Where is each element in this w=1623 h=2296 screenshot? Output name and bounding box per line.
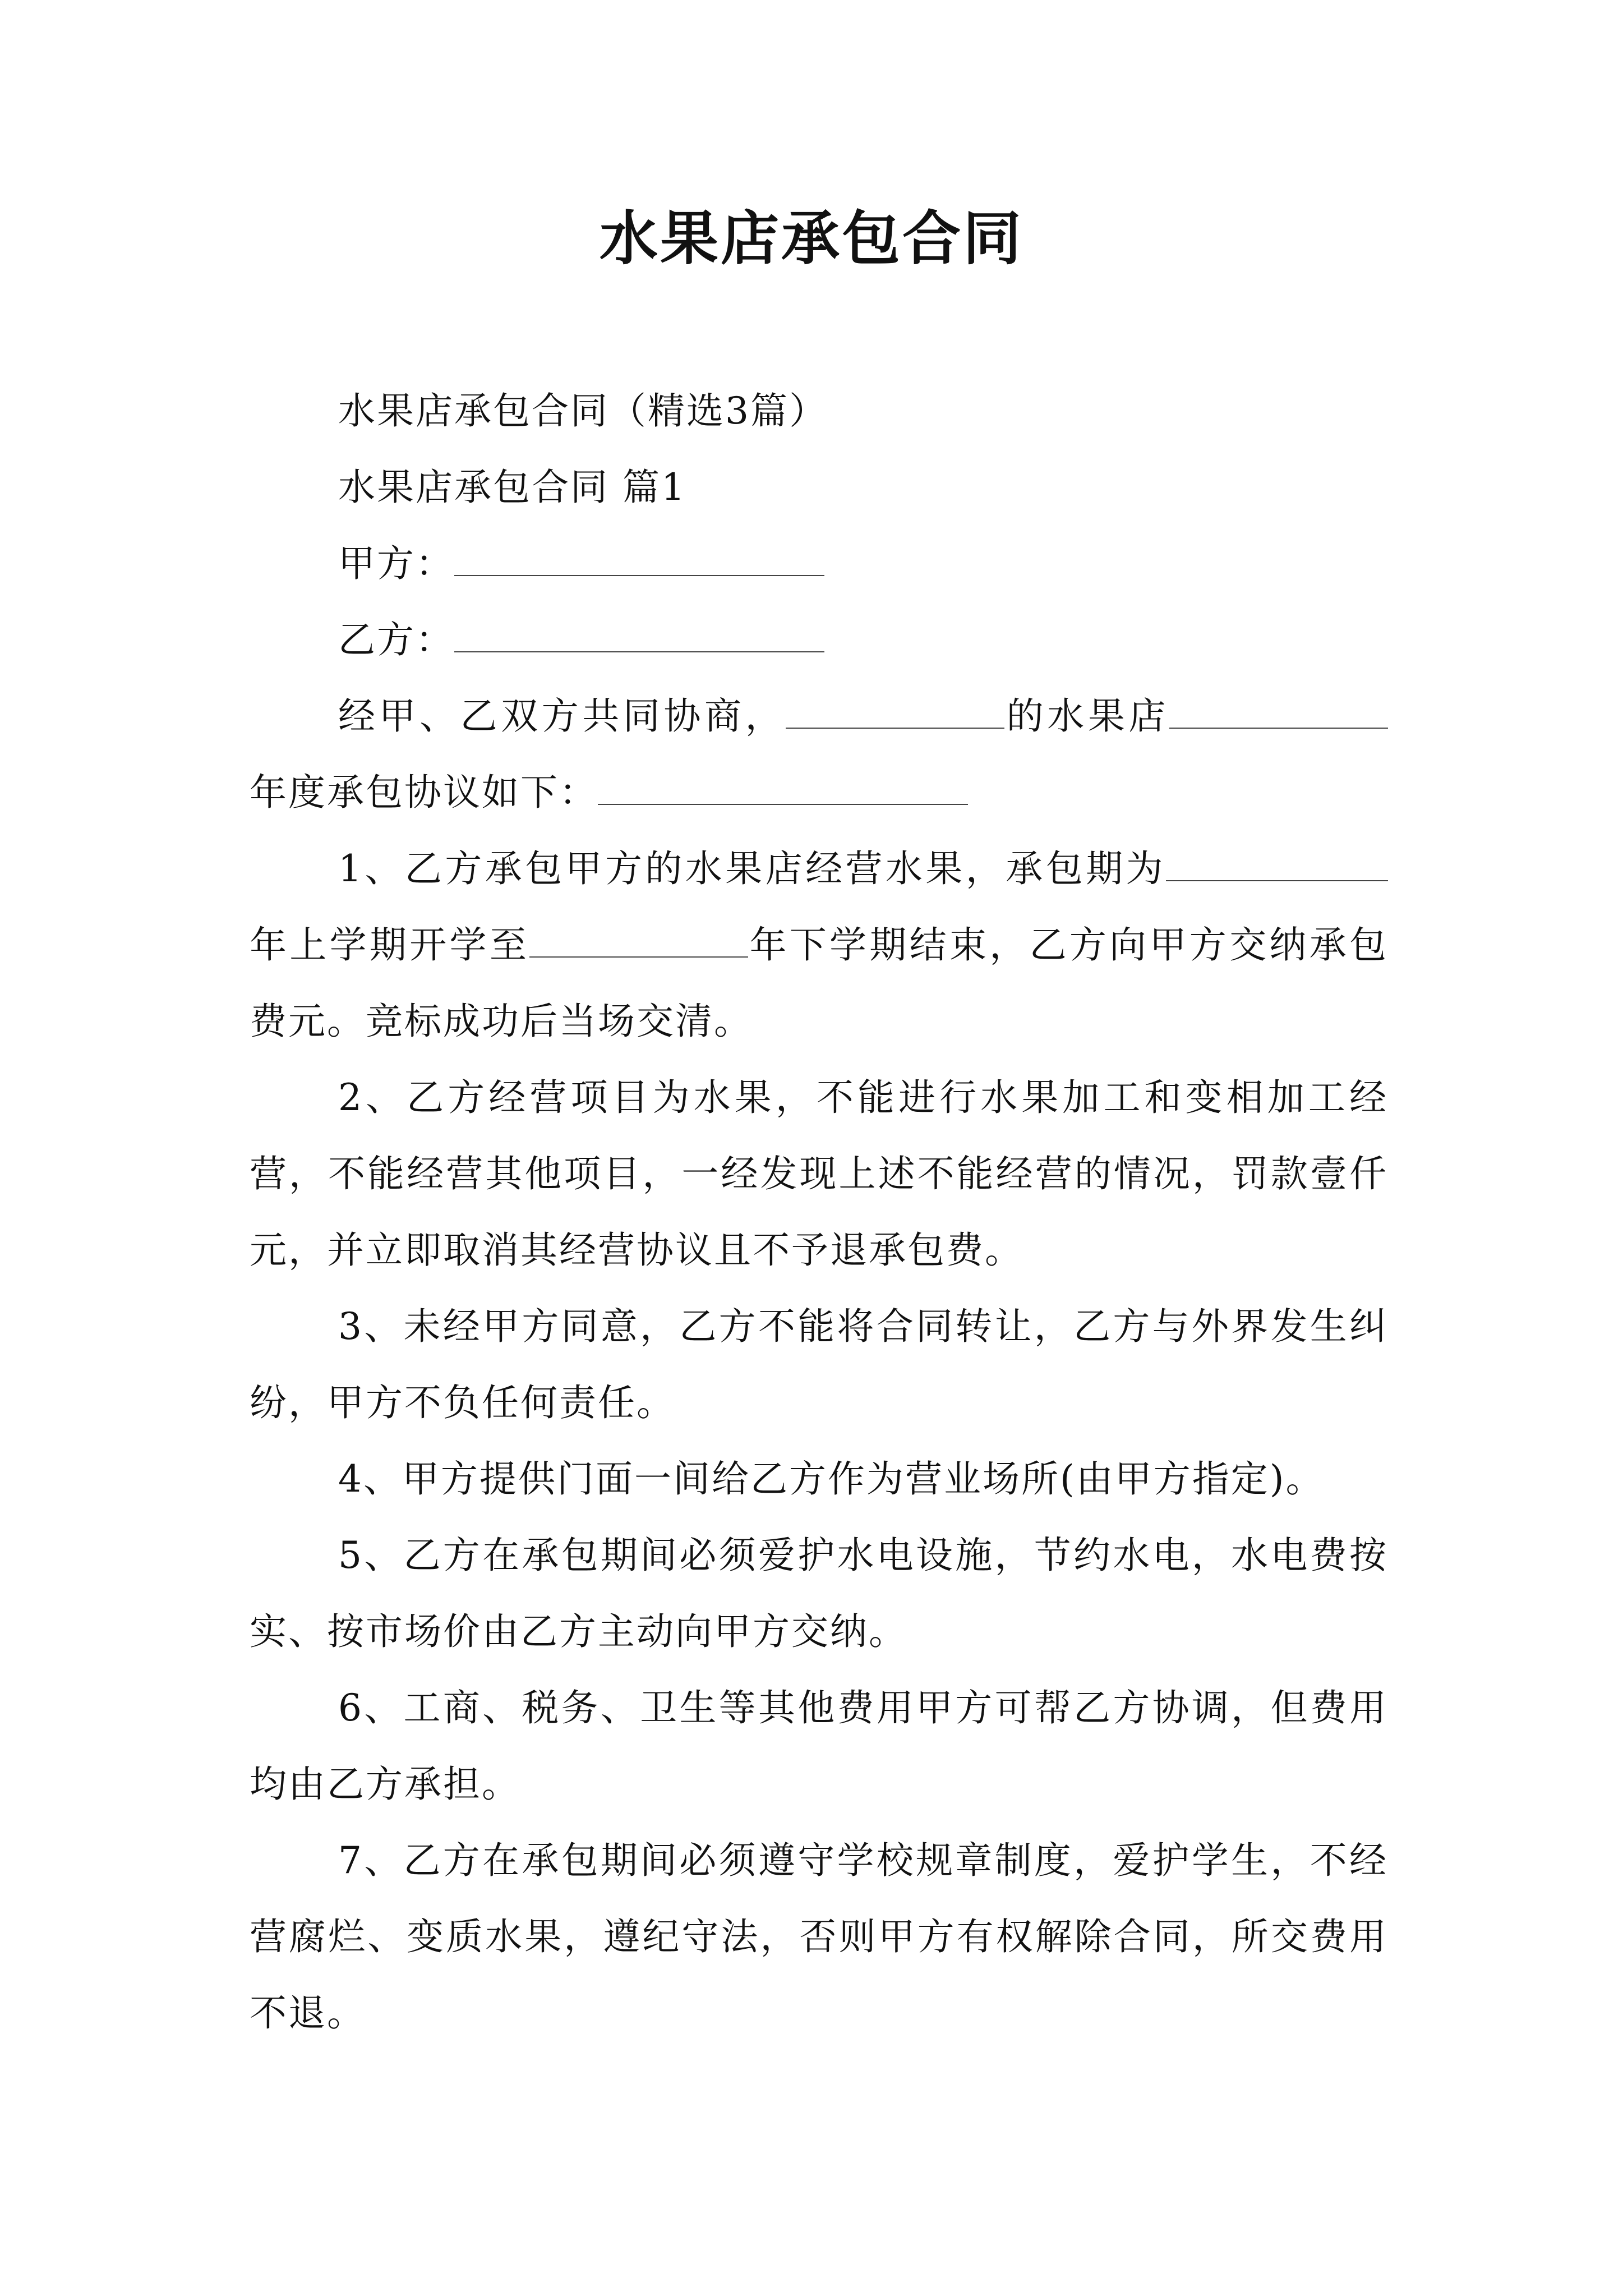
clause-1-blank-2 [529,916,748,958]
clause-2: 2、乙方经营项目为水果，不能进行水果加工和变相加工经营，不能经营其他项目，一经发现上述不能经营的情况，罚款壹仟元，并立即取消其经营协议且不予退承包费。 [250,1076,1388,1272]
document-body [250,373,1388,2051]
clause-1-text-b: 年上学期开学至 [250,923,530,967]
clause-1 [250,831,1388,1060]
party-b-blank [454,611,824,652]
clause-4: 4、甲方提供门面一间给乙方作为营业场所(由甲方指定)。 [338,1457,1325,1501]
party-b-label: 乙方： [338,618,454,661]
intro-paragraph [250,678,1388,831]
intro-blank-3 [598,763,968,805]
party-a-label: 甲方： [338,542,454,585]
clause-1-text-a: 1、乙方承包甲方的水果店经营水果，承包期为 [338,847,1166,890]
intro-text-c: 年度承包协议如下： [250,771,598,814]
clause-3: 3、未经甲方同意，乙方不能将合同转让，乙方与外界发生纠纷，甲方不负任何责任。 [250,1305,1388,1424]
party-a-blank [454,535,824,576]
clause-6: 6、工商、税务、卫生等其他费用甲方可帮乙方协调，但费用均由乙方承担。 [250,1686,1388,1806]
party-a-line [250,526,1388,602]
section-heading: 水果店承包合同 篇1 [338,466,686,509]
clause-1-blank-1 [1166,840,1388,881]
intro-text-a: 经甲、乙双方共同协商， [338,694,786,738]
intro-blank-1 [786,687,1004,729]
intro-text-b: 的水果店 [1004,694,1169,738]
subtitle: 水果店承包合同（精选3篇） [338,389,828,432]
clause-5: 5、乙方在承包期间必须爱护水电设施，节约水电，水电费按实、按市场价由乙方主动向甲方交纳。 [250,1534,1388,1653]
document-title: 水果店承包合同 [599,204,1023,273]
intro-blank-2 [1169,687,1388,729]
clause-7: 7、乙方在承包期间必须遵守学校规章制度，爱护学生，不经营腐烂、变质水果，遵纪守法，否则甲方有权解除合同，所交费用不退。 [250,1839,1388,2035]
party-b-line [250,602,1388,678]
clause-1-text-c: 年下学期结束，乙方向甲方交纳承包费元。竞标成功后当场交清。 [250,923,1389,1043]
